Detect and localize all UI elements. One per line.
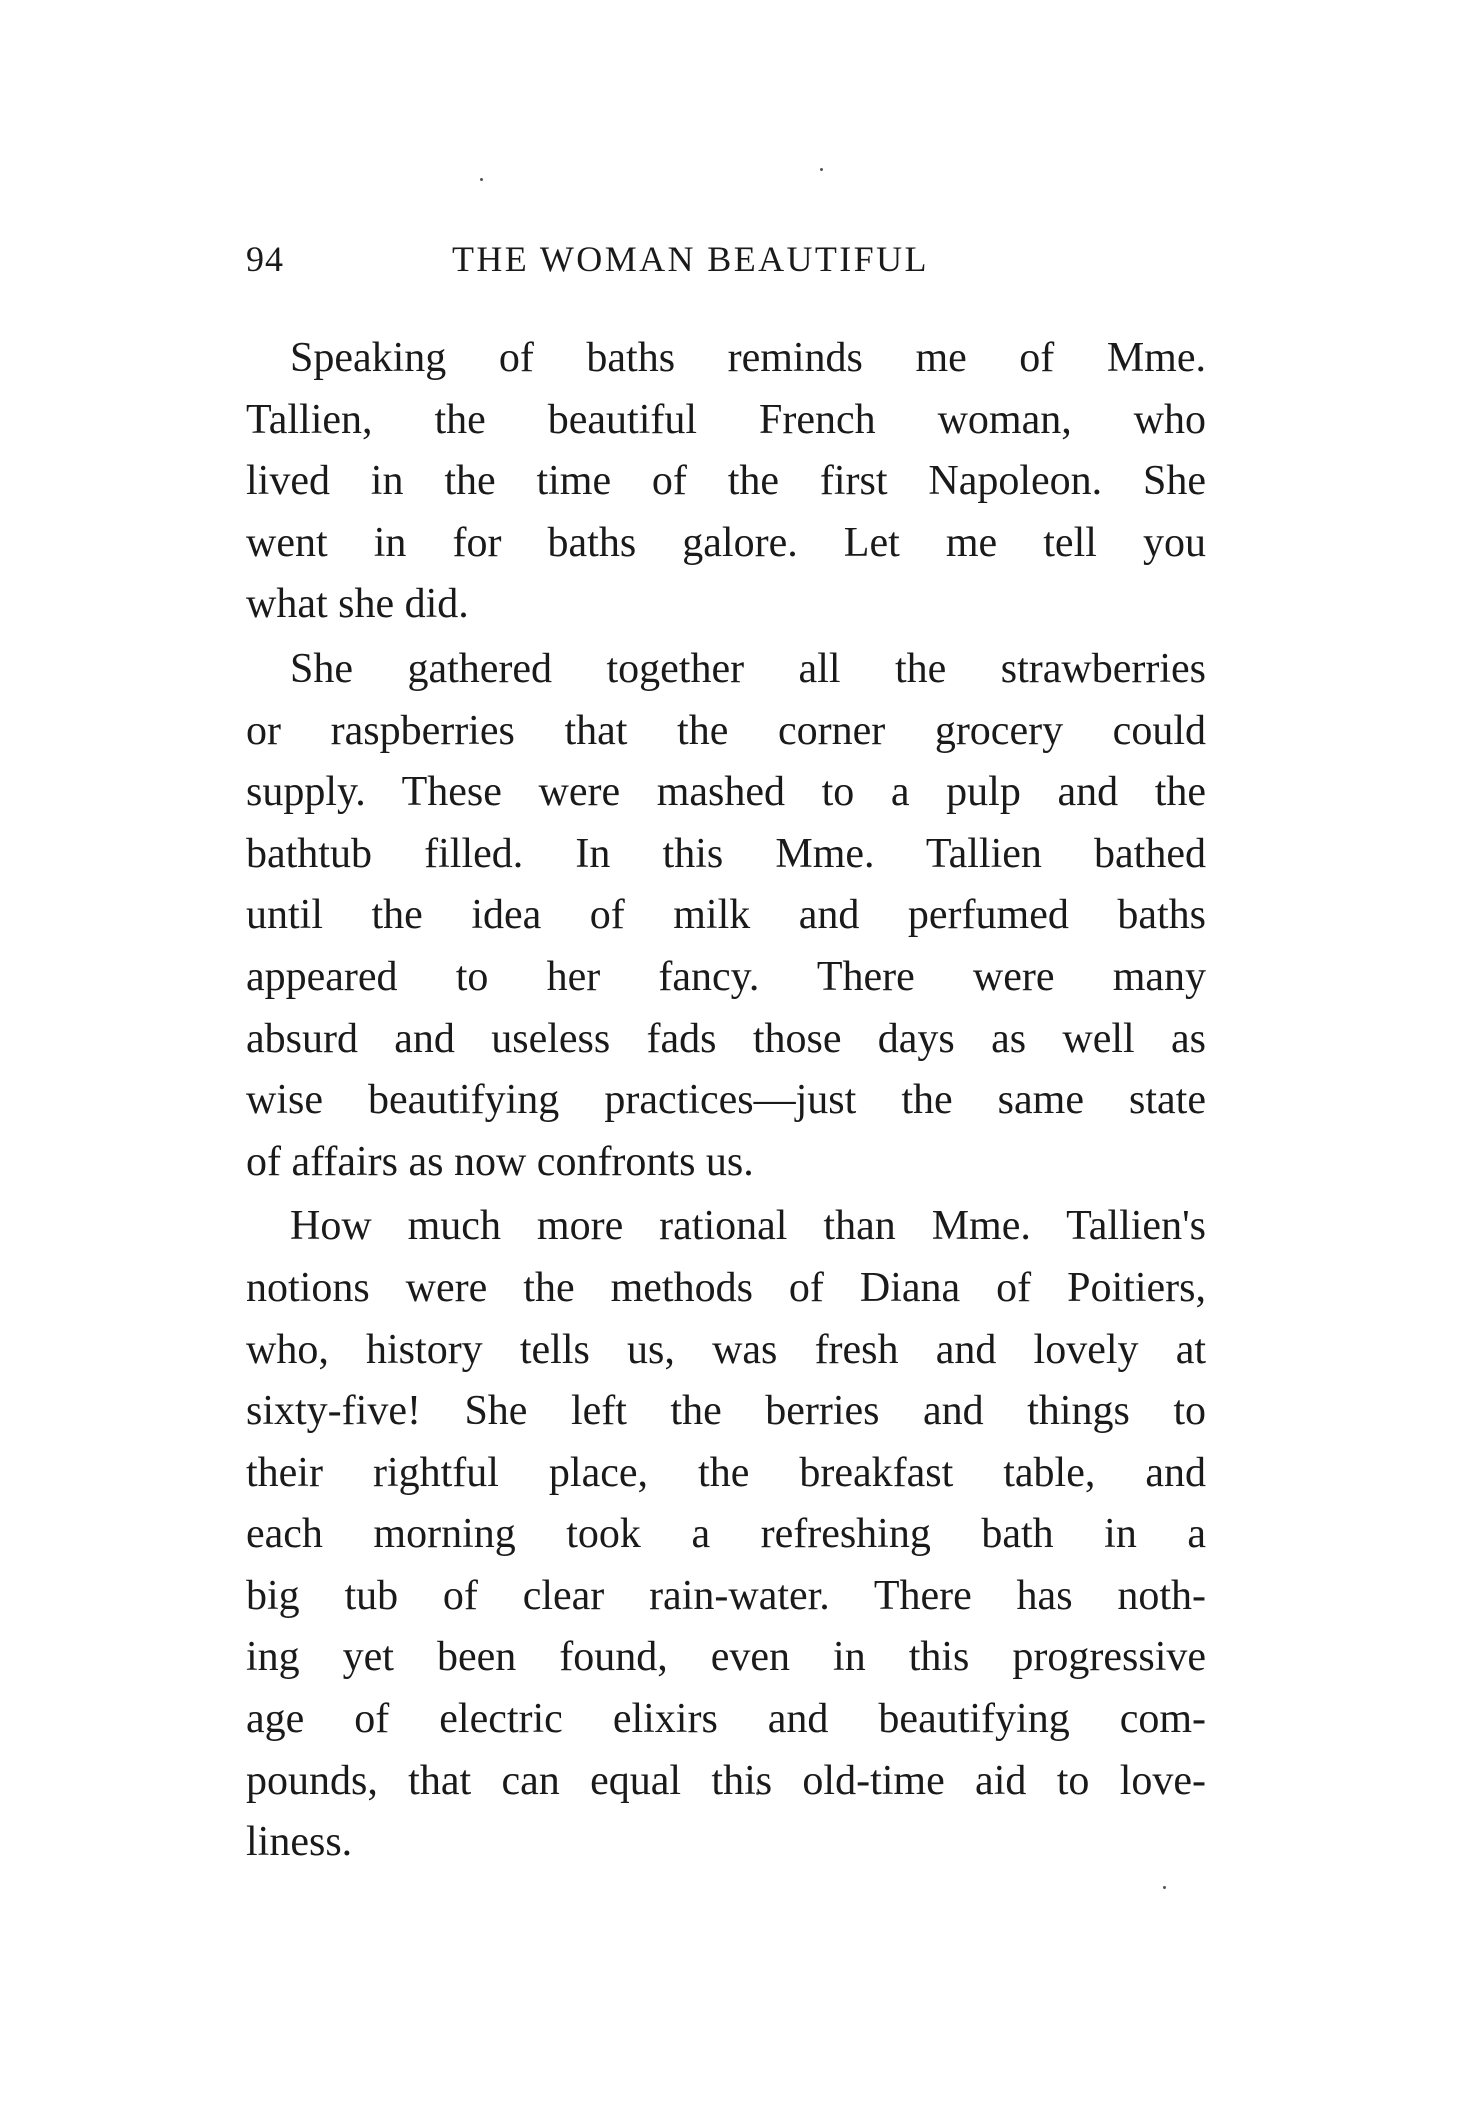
text-line: supply. These were mashed to a pulp and the bbox=[246, 769, 1206, 816]
text-line: Tallien, the beautiful French woman, who bbox=[246, 396, 1206, 443]
text-line: what she did. bbox=[246, 581, 469, 628]
text-line: went in for baths galore. Let me tell you bbox=[246, 519, 1206, 566]
text-line: age of electric elixirs and beautifying com- bbox=[246, 1696, 1206, 1743]
text-line: who, history tells us, was fresh and lovely at bbox=[246, 1326, 1206, 1373]
text-line: of affairs as now confronts us. bbox=[246, 1138, 754, 1185]
text-line: or raspberries that the corner grocery could bbox=[246, 707, 1206, 754]
print-speck bbox=[480, 178, 483, 181]
text-line: ing yet been found, even in this progressive bbox=[246, 1634, 1206, 1681]
text-line: Speaking of baths reminds me of Mme. bbox=[290, 335, 1206, 381]
print-speck bbox=[1163, 1886, 1166, 1889]
text-line: appeared to her fancy. There were many bbox=[246, 953, 1206, 1000]
text-line: How much more rational than Mme. Tallien's bbox=[290, 1203, 1206, 1250]
text-line: sixty-five! She left the berries and things to bbox=[246, 1388, 1206, 1435]
text-line: bathtub filled. In this Mme. Tallien bathed bbox=[246, 830, 1206, 877]
text-line: liness. bbox=[246, 1819, 353, 1866]
text-line: until the idea of milk and perfumed baths bbox=[246, 892, 1206, 939]
text-line: pounds, that can equal this old-time aid to love- bbox=[246, 1757, 1206, 1804]
text-line: big tub of clear rain-water. There has noth- bbox=[246, 1572, 1206, 1619]
paragraph-3 bbox=[246, 1196, 1206, 1874]
text-line: lived in the time of the first Napoleon. She bbox=[246, 458, 1206, 505]
paragraph-2 bbox=[246, 639, 1206, 1193]
text-line: each morning took a refreshing bath in a bbox=[246, 1511, 1206, 1558]
text-line: notions were the methods of Diana of Poitiers, bbox=[246, 1264, 1206, 1311]
text-line: their rightful place, the breakfast table, and bbox=[246, 1449, 1206, 1496]
text-line: absurd and useless fads those days as well as bbox=[246, 1015, 1206, 1062]
body-text bbox=[246, 328, 1206, 1877]
paragraph-1 bbox=[246, 328, 1206, 636]
page-number: 94 bbox=[246, 239, 284, 279]
print-speck bbox=[820, 168, 823, 171]
running-title: THE WOMAN BEAUTIFUL bbox=[452, 239, 929, 279]
text-line: wise beautifying practices—just the same state bbox=[246, 1077, 1206, 1124]
text-line: She gathered together all the strawberries bbox=[290, 645, 1206, 692]
running-head bbox=[246, 238, 1206, 288]
